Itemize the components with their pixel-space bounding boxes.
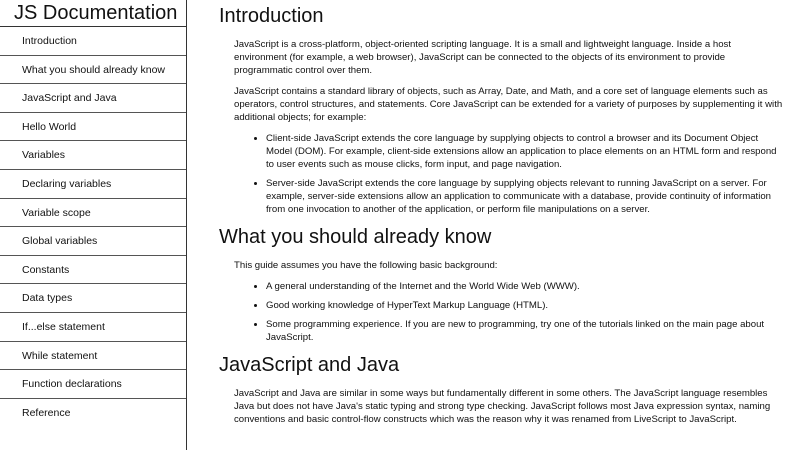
section-what-you-should-already-know [219,223,785,344]
sidebar-title: JS Documentation [0,0,186,27]
section-title-what-you-should-already-know: What you should already know [219,226,492,248]
nav-link-introduction[interactable]: Introduction [0,27,186,56]
section-javascript-and-java [219,351,785,426]
paragraph: JavaScript and Java are similar in some ways but fundamentally different in some others. The JavaScript language resembles Java but does not have Java's static typing and strong type checking. JavaScript follows most Java expression syntax, naming conventions and basic control-flow constructs which was the reason why it was renamed from LiveScript to JavaScript. [234,388,771,425]
bullet-list [234,280,785,344]
section-body-javascript-and-java [219,387,785,426]
nav-link-declaring-variables[interactable]: Declaring variables [0,170,186,199]
section-body-what-you-should-already-know [219,259,785,344]
nav-link-variables[interactable]: Variables [0,141,186,170]
section-title-javascript-and-java: JavaScript and Java [219,354,400,376]
list-item: • Client-side JavaScript extends the core language by supplying objects to control a browser and its Document Object Model (DOM). For example, client-side extensions allow an application to place elements on an HTML form and respond to user events such as mouse clicks, form input, and page navigation. [266,132,785,171]
list-item: • Server-side JavaScript extends the core language by supplying objects relevant to running JavaScript on a server. For example, server-side extensions allow an application to communicate with a database, provide continuity of information from one invocation to another of the application, or perform file manipulations on a server. [266,177,785,216]
list-item: • Good working knowledge of HyperText Markup Language (HTML). [266,299,785,312]
nav-link-hello-world[interactable]: Hello World [0,113,186,142]
paragraph: JavaScript is a cross-platform, object-oriented scripting language. It is a small and lightweight language. Inside a host environment (for example, a web browser), JavaScript can be connected to the objects of its environment to provide programmatic control over them. [234,39,732,76]
section-introduction [219,2,785,216]
nav-list [0,27,186,427]
nav-link-while-statement[interactable]: While statement [0,342,186,371]
paragraph: This guide assumes you have the following basic background: [234,260,498,271]
nav-link-what-you-should-already-know[interactable]: What you should already know [0,56,186,85]
list-item: • Some programming experience. If you are new to programming, try one of the tutorials linked on the main page about JavaScript. [266,318,785,344]
section-title-introduction: Introduction [219,5,324,27]
main-content [219,0,785,450]
nav-link-variable-scope[interactable]: Variable scope [0,199,186,228]
nav-link-javascript-and-java[interactable]: JavaScript and Java [0,84,186,113]
section-body-introduction [219,38,785,216]
list-item: • A general understanding of the Internet and the World Wide Web (WWW). [266,280,785,293]
bullet-list [234,132,785,216]
nav-link-data-types[interactable]: Data types [0,284,186,313]
nav-link-if-else-statement[interactable]: If...else statement [0,313,186,342]
nav-link-global-variables[interactable]: Global variables [0,227,186,256]
nav-link-reference[interactable]: Reference [22,406,71,419]
paragraph: JavaScript contains a standard library of objects, such as Array, Date, and Math, and a core set of language elements such as operators, control structures, and statements. Core JavaScript can be extended for a variety of purposes by supplementing it with additional objects; for example: [234,86,783,123]
sidebar-nav [0,0,187,450]
nav-link-function-declarations[interactable]: Function declarations [0,370,186,399]
nav-link-constants[interactable]: Constants [0,256,186,285]
